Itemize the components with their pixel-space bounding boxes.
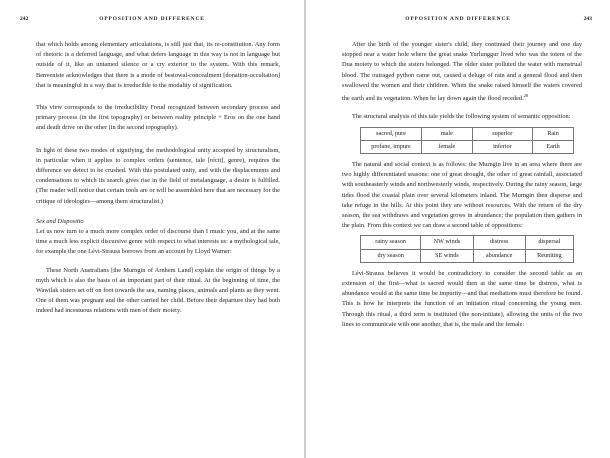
left-page-number: 242 <box>20 16 29 22</box>
table-cell: Reuniting <box>525 249 573 262</box>
table-cell: Earth <box>533 140 574 153</box>
table-cell: inferior <box>472 140 532 153</box>
table-row <box>361 140 574 153</box>
opposition-table-2 <box>360 235 574 262</box>
table-cell: distress <box>473 236 525 249</box>
table-cell: male <box>422 127 473 140</box>
right-paragraph: The structural analysis of this tale yields the following system of semantic opposition: <box>352 113 571 121</box>
table-cell: rainy season <box>361 236 421 249</box>
table-row <box>361 127 574 140</box>
table-row <box>361 236 574 249</box>
left-paragraph: Let us now turn to a much more complex order of discourse than I music you, and at the same time a much less explicit discursive genre with respect to what interests us: a mythological tale, for example the one Lévi-Strauss borrows from an account by Lloyd Warner: <box>36 228 280 256</box>
table-cell: dispersal <box>525 236 573 249</box>
left-paragraph: that which holds among elementary articulations, is still just that, its re-constitution. Any form of rhetoric is a deferred language, and what defers language in this way is not in language but outside of it, like an untamed silence or a cry exterior to the system. With this remark, Benveniste acknowledges that there is a mode of bestowal-concealment [donation-occultation] that is meaningful in a way that is irreducible to the modality of signification. <box>36 41 280 89</box>
table-cell: profane, impure <box>361 140 422 153</box>
quote-text: After the birth of the younger sister's child, they continued their journey and one day stopped near a water hole where the great snake Yurlunggur lived who was the totem of the Dua moiety to which the sisters belonged. The older sister polluted the water with menstrual blood. The outraged python came out, caused a deluge of rain and a general flood and then swallowed the women and their children. When the snake raised himself the waters covered the earth and its vegetation. When he lay down again the flood receded. <box>342 41 582 103</box>
table-cell: female <box>422 140 473 153</box>
opposition-table-1 <box>360 127 574 154</box>
table-cell: SE winds <box>421 249 473 262</box>
right-page-number: 243 <box>583 16 592 22</box>
right-running-header: OPPOSITION AND DIFFERENCE <box>405 16 511 22</box>
table-cell: abundance <box>473 249 525 262</box>
right-paragraph: Lévi-Strauss believes it would be contradictory to consider the second table as an extension of the first—what is sacred would then at the same time be distress, what is abundance would at the same time be impurity—and that mediations must therefore be found. This is how he interprets the function of an initiation ritual concerning the young men. Through this ritual, a third term is instituted (the non-initiate), allowing the units of the two lines to communicate with one another, that is, the male and the female: <box>342 269 582 328</box>
right-body <box>342 40 582 330</box>
block-quote-continued <box>342 40 582 104</box>
left-paragraph: This view corresponds to the irreducibility Freud recognized between secondary process and primary process (in the first topography) or between reality principle + Eros on the one hand and death drive on the other (in the second topography). <box>36 104 280 132</box>
table-cell: dry season <box>361 249 421 262</box>
table-cell: superior <box>472 127 532 140</box>
table-cell: sacred, pure <box>361 127 422 140</box>
table-cell: NW winds <box>421 236 473 249</box>
right-paragraph: The natural and social context is as follows: the Murngin live in an area where there are two highly differentiated seasons: one of great drought, the other of great rainfall, associated with southeasterly winds and northwesterly winds, respectively. During the rainy season, large tides flood the coastal plain over several kilometers inland. The Murngin then disperse and take refuge in the hills. At this point they are without resources. With the return of the dry season, the sea withdraws and vegetation grows in abundance; the population then gathers in the plain. From this context we can draw a second table of oppositions: <box>342 160 582 230</box>
right-page <box>306 0 610 458</box>
left-page <box>0 0 304 458</box>
table-row <box>361 249 574 262</box>
block-quote: These North Australians [the Murngin of Arnhem Land] explain the origin of things by a myth which is also the basis of an important part of their ritual. At the beginning of time, the Wawilak sisters set off on foot towards the sea, naming places, animals and plants as they went. One of them was pregnant and the other carried her child. Before their departure they had both indeed had incestuous relations with men of their moiety. <box>36 266 280 315</box>
left-running-header: OPPOSITION AND DIFFERENCE <box>99 16 205 22</box>
footnote-mark: 28 <box>523 93 529 99</box>
left-paragraph: In light of these two modes of signifying, the methodological unity accepted by structuralism, in particular when it applies to complex orders (sentence, tale [récit], genre), requires the difference we detect to be crushed. With this postulated unity, and with the displacements and condensations to which its search gives rise in the field of metalanguage, a desire is fulfilled. (The reader will notice that certain tools are or will be assembled here that are necessary for the critique of ideologies—among them structuralist.) <box>36 146 280 205</box>
table-cell: Rain <box>533 127 574 140</box>
left-body <box>36 40 280 317</box>
section-heading: Sex and Dispositio <box>36 217 84 225</box>
